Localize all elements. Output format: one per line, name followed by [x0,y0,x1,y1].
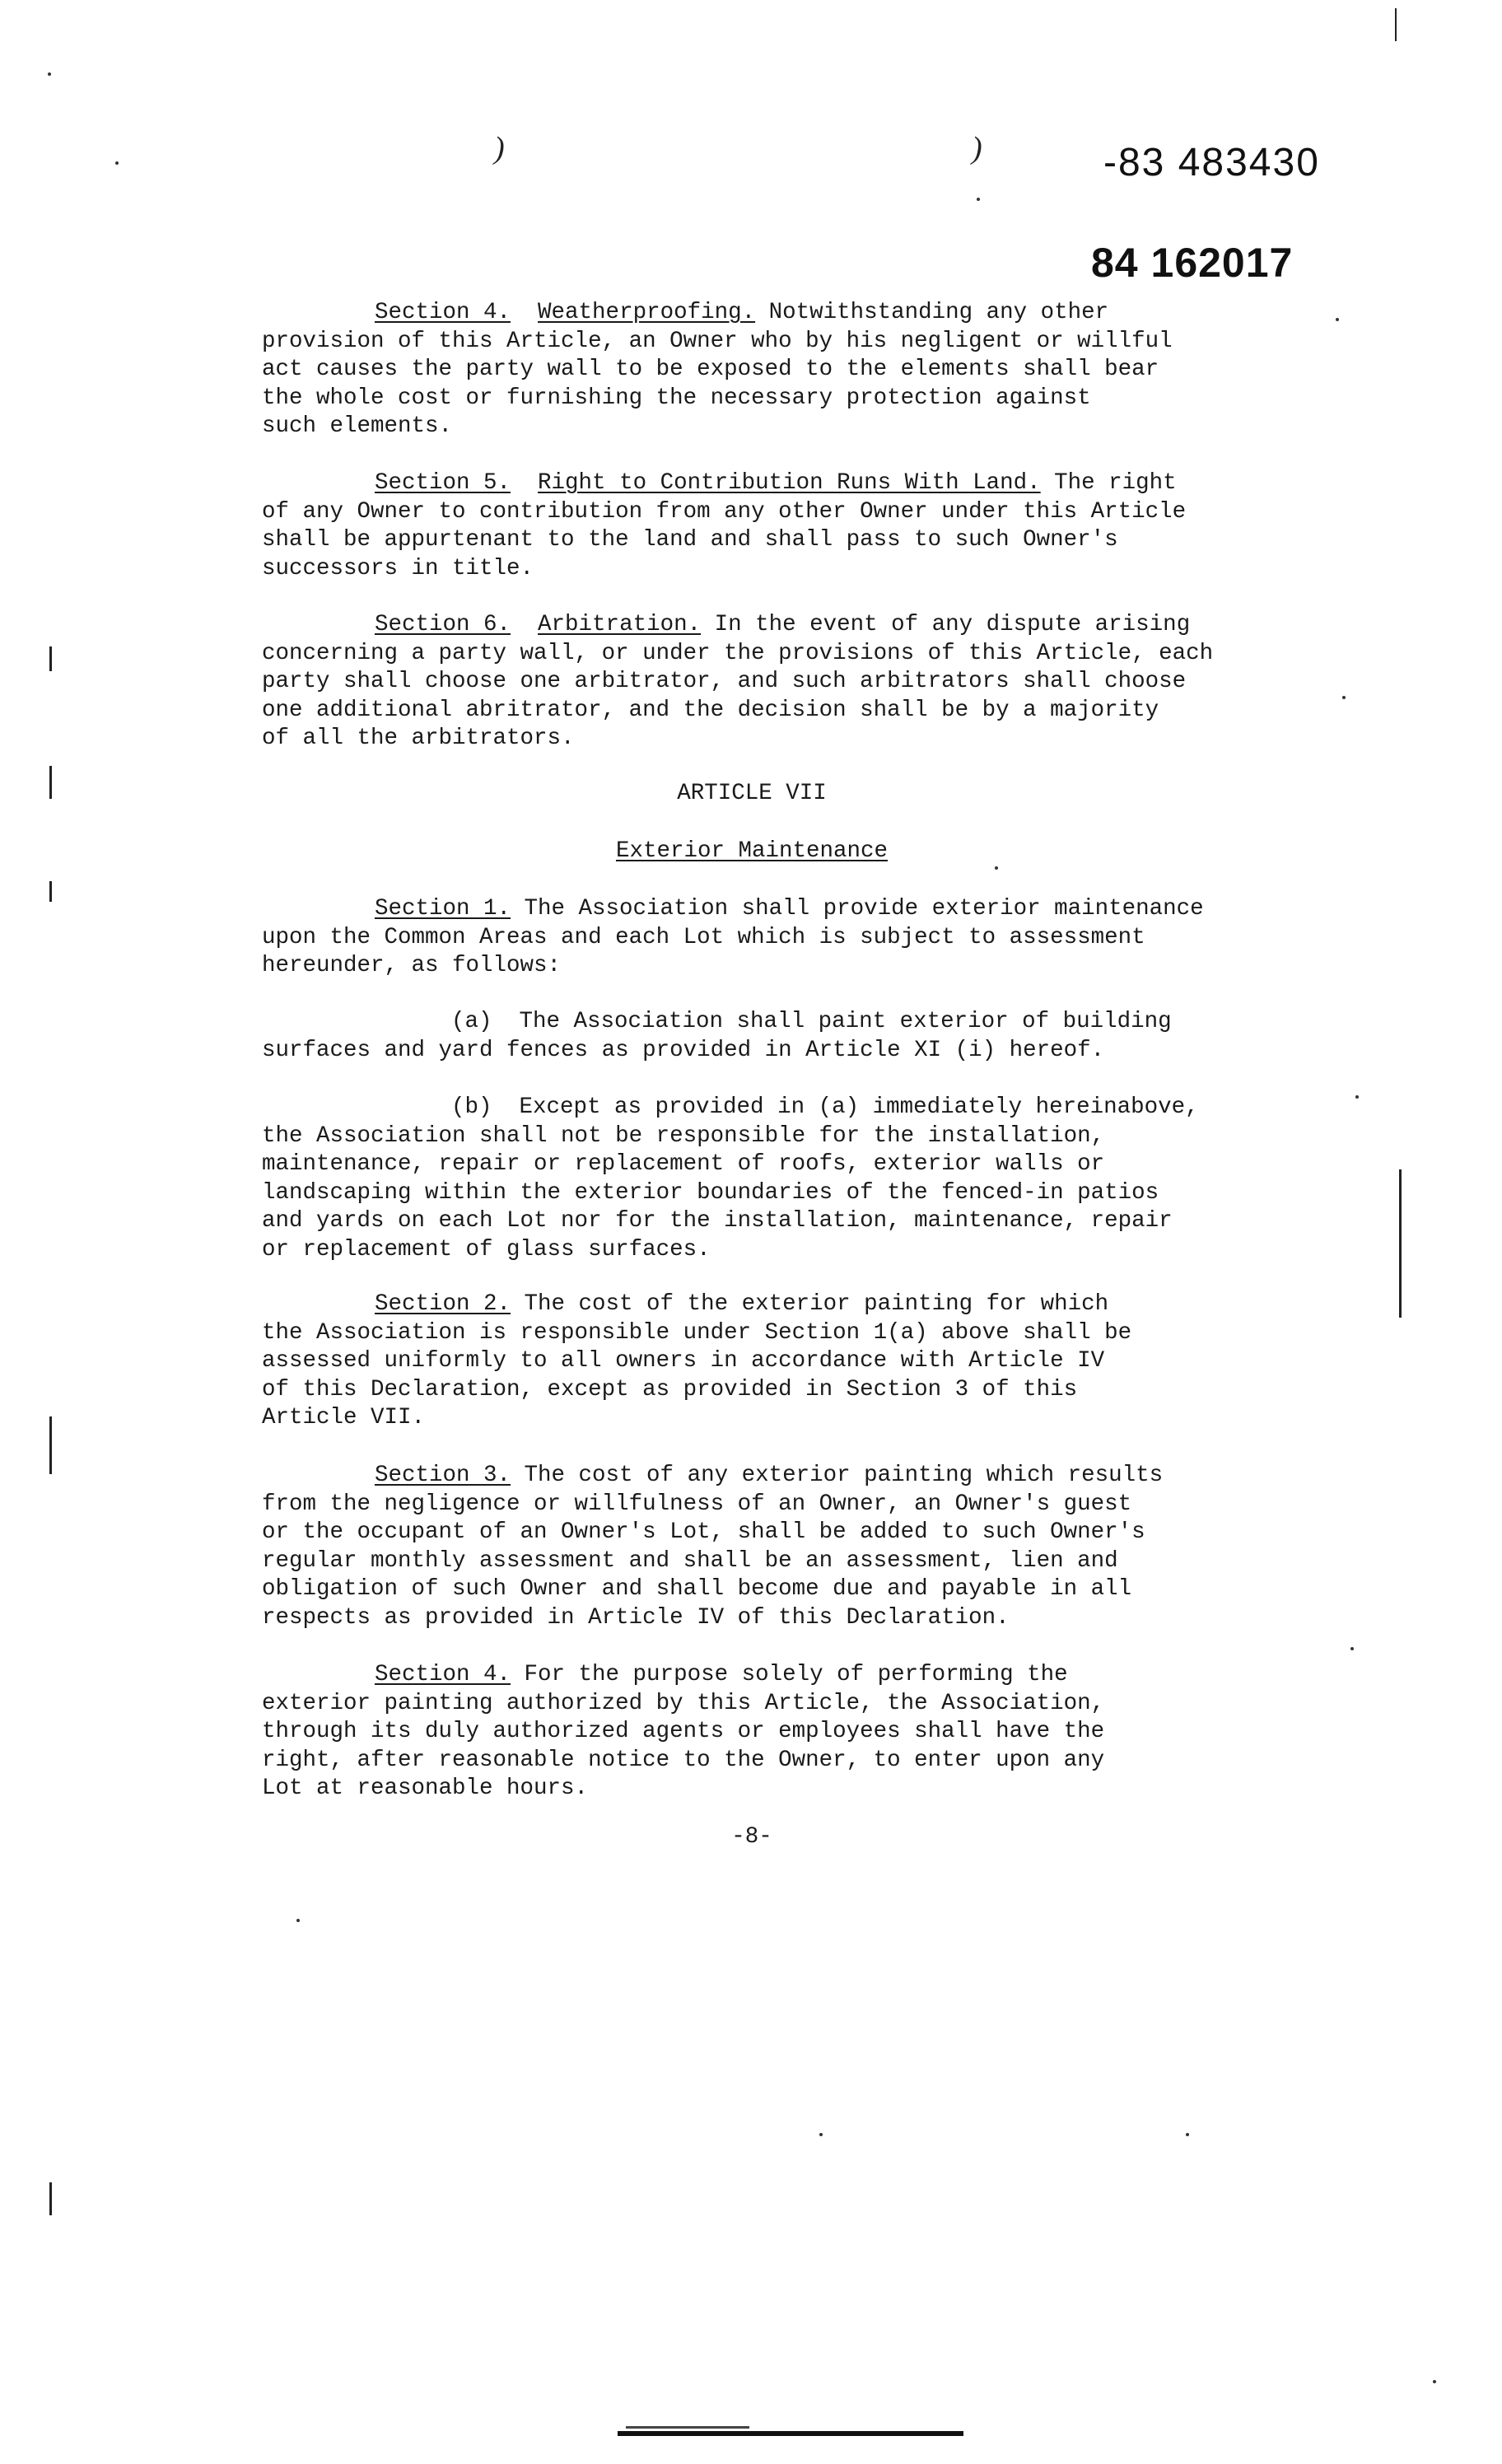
text-line: one additional abritrator, and the decision shall be by a majority [262,697,1159,723]
scan-dot [48,72,51,76]
margin-bracket [1399,1169,1402,1318]
text-line: concerning a party wall, or under the provisions of this Article, each [262,640,1214,666]
margin-tick [49,881,52,902]
text-line: respects as provided in Article IV of this Declaration. [262,1604,1010,1631]
text-line: through its duly authorized agents or employees shall have the [262,1719,1105,1744]
text-line: Article VII. [262,1405,426,1430]
article-vi-section-5 [262,469,1299,583]
text-line: hereunder, as follows: [262,953,562,978]
article-vii-section-1 [262,895,1299,981]
text-line: of this Declaration, except as provided in Section 3 of this [262,1376,1078,1402]
text-line: and yards on each Lot nor for the installation, maintenance, repair [262,1208,1173,1234]
scan-dot [977,198,980,201]
text-line: of all the arbitrators. [262,726,575,751]
text-line: assessed uniformly to all owners in accordance with Article IV [262,1348,1105,1374]
section-label: Section 4. [375,1662,511,1687]
scan-bar [618,2431,963,2436]
section-title: Arbitration. [538,612,702,637]
margin-tick [49,646,52,671]
text-line: obligation of such Owner and shall become due and payable in all [262,1576,1132,1602]
article-vii-section-3 [262,1462,1299,1632]
margin-tick [49,766,52,799]
section-text-first: The Association shall provide exterior maintenance [511,896,1204,922]
article-vi-section-4 [262,299,1299,441]
text-line: exterior painting authorized by this Article, the Association, [262,1690,1105,1716]
text-line: surfaces and yard fences as provided in Article XI (i) hereof. [262,1037,1105,1063]
section-text-first: The right [1040,470,1177,496]
scan-dot [296,1919,300,1922]
scan-line [1395,8,1397,41]
text-line: party shall choose one arbitrator, and such arbitrators shall choose [262,669,1187,694]
text-line: or replacement of glass surfaces. [262,1236,711,1262]
text-line: the Association shall not be responsible for the installation, [262,1122,1105,1149]
scan-dot [1350,1647,1354,1650]
scan-dot [995,866,998,870]
article-vii-section-4 [262,1661,1299,1804]
text-line: from the negligence or willfulness of an Owner, an Owner's guest [262,1491,1132,1517]
section-label: Section 1. [375,896,511,922]
section-text-first: The cost of the exterior painting for which [511,1291,1109,1317]
text-line: or the occupant of an Owner's Lot, shall be added to such Owner's [262,1519,1145,1545]
section-text-first: Notwithstanding any other [755,300,1109,325]
scan-dot [1355,1095,1359,1099]
text-line: upon the Common Areas and each Lot which is subject to assessment [262,924,1145,950]
article-heading: ARTICLE VII [677,781,827,806]
scan-mark: ) [972,131,982,166]
scan-dot [115,161,119,165]
text-line: the Association is responsible under Section 1(a) above shall be [262,1319,1132,1346]
section-text-first: The cost of any exterior painting which results [511,1463,1164,1488]
article-vii-section-1-item-a [262,1008,1299,1065]
text-line: provision of this Article, an Owner who by his negligent or willful [262,328,1173,354]
section-title: Right to Contribution Runs With Land. [538,470,1041,496]
text-line: Lot at reasonable hours. [262,1776,589,1801]
text-line: such elements. [262,413,453,439]
text-line: act causes the party wall to be exposed to the elements shall bear [262,357,1159,382]
item-first-line: (b) Except as provided in (a) immediately hereinabove, [451,1094,1199,1120]
text-line: the whole cost or furnishing the necessary protection against [262,385,1091,411]
article-subheading-wrap [262,838,1242,864]
text-line: shall be appurtenant to the land and shall pass to such Owner's [262,527,1118,553]
section-label: Section 4. [375,300,511,325]
text-line: regular monthly assessment and shall be an assessment, lien and [262,1547,1118,1574]
scan-mark: ) [494,131,505,166]
article-vii-section-1-item-b [262,1094,1299,1264]
section-label: Section 2. [375,1291,511,1317]
section-label: Section 3. [375,1463,511,1488]
scan-dot [1336,318,1339,321]
scan-dot [1433,2380,1436,2383]
article-vi-section-6 [262,611,1299,754]
recording-number-second: 84 162017 [1091,240,1294,286]
text-line: right, after reasonable notice to the Owner, to enter upon any [262,1747,1105,1773]
margin-tick [49,2182,52,2215]
scan-dot [819,2133,823,2136]
article-subheading: Exterior Maintenance [615,838,889,864]
section-title: Weatherproofing. [538,300,756,325]
scan-bar [626,2426,749,2429]
text-line: successors in title. [262,555,534,581]
text-line: maintenance, repair or replacement of roofs, exterior walls or [262,1151,1105,1177]
page-number: -8- [731,1824,772,1850]
item-first-line: (a) The Association shall paint exterior of building [451,1009,1172,1034]
article-vii-section-2 [262,1290,1299,1433]
scan-dot [1186,2133,1189,2136]
section-text-first: In the event of any dispute arising [701,612,1191,637]
text-line: of any Owner to contribution from any other Owner under this Article [262,498,1187,525]
text-line: landscaping within the exterior boundaries of the fenced-in patios [262,1179,1159,1206]
recording-number-top: -83 483430 [1103,141,1320,184]
section-label: Section 6. [375,612,511,637]
section-text-first: For the purpose solely of performing the [511,1662,1068,1687]
scan-dot [1342,696,1346,699]
margin-tick [49,1416,52,1474]
section-label: Section 5. [375,470,511,496]
